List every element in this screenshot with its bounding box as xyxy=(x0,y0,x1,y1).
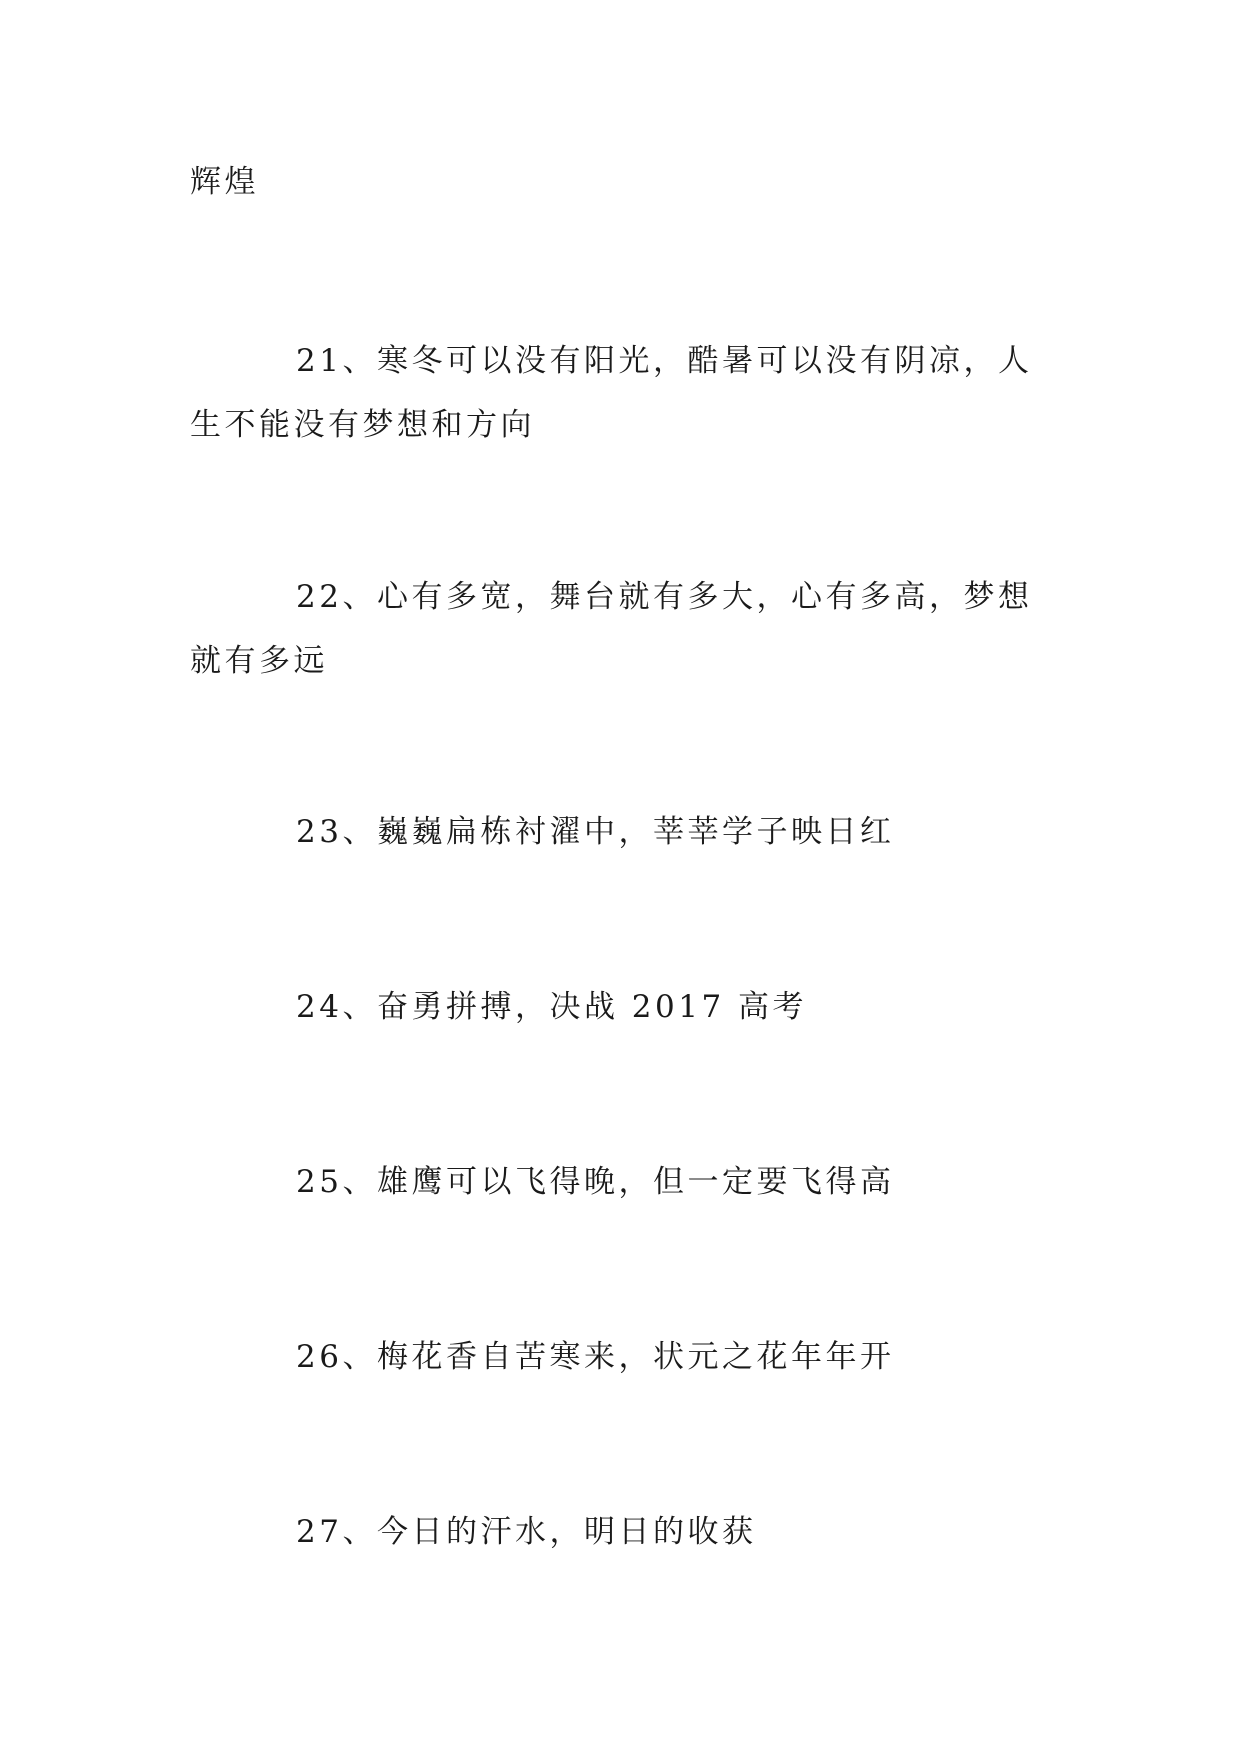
paragraph-27: 27、今日的汗水，明日的收获 xyxy=(296,1514,757,1550)
paragraph-21: 21、寒冬可以没有阳光，酷暑可以没有阴凉，人生不能没有梦想和方向 xyxy=(190,343,1033,443)
paragraph-23: 23、巍巍扁栋衬濯中，莘莘学子映日红 xyxy=(296,814,895,850)
paragraph-24: 24、奋勇拼搏，决战 2017 高考 xyxy=(296,989,808,1025)
paragraph-continuation: 辉煌 xyxy=(190,164,259,200)
paragraph-26: 26、梅花香自苦寒来，状元之花年年开 xyxy=(296,1339,895,1375)
paragraph-22: 22、心有多宽，舞台就有多大，心有多高，梦想就有多远 xyxy=(190,579,1033,679)
paragraph-25: 25、雄鹰可以飞得晚，但一定要飞得高 xyxy=(296,1164,895,1200)
